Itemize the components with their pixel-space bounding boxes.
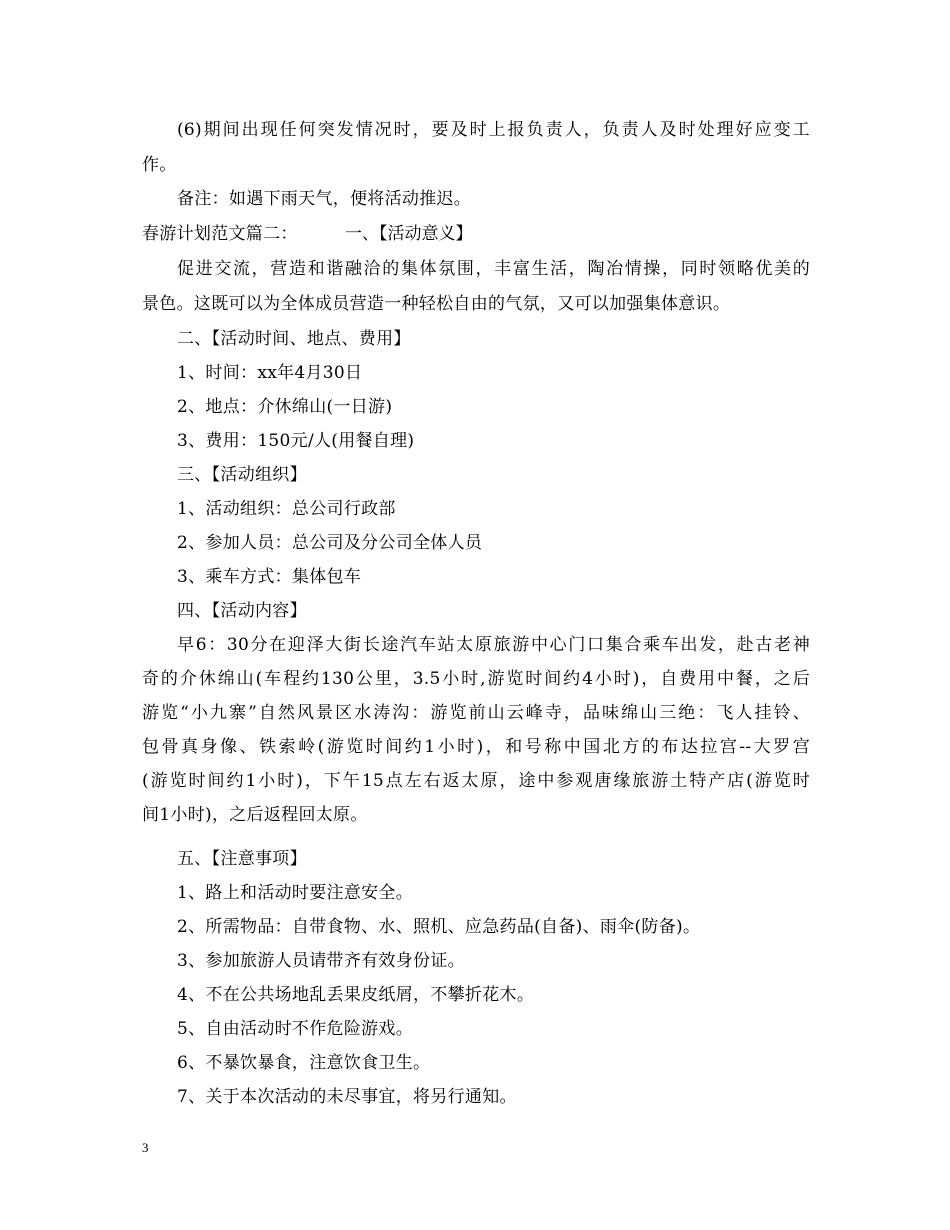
list-item: 7、关于本次活动的未尽事宜，将另行通知。 <box>177 1087 517 1107</box>
paragraph-line: 早6：30分在迎泽大街长途汽车站太原旅游中心门口集合乘车出发，赴古老神 <box>177 635 810 655</box>
list-item: 6、不暴饮暴食，注意饮食卫生。 <box>177 1053 431 1073</box>
list-item: 3、乘车方式：集体包车 <box>177 567 362 587</box>
list-item: 5、自由活动时不作危险游戏。 <box>177 1019 414 1039</box>
page-number: 3 <box>142 1140 149 1155</box>
paragraph-line: 作。 <box>142 155 177 175</box>
paragraph-line: 景色。这既可以为全体成员营造一种轻松自由的气氛，又可以加强集体意识。 <box>142 294 731 314</box>
paragraph-line: 游览“小九寨”自然风景区水涛沟：游览前山云峰寺，品味绵山三绝：飞人挂铃、 <box>142 703 810 723</box>
list-item: 2、地点：介休绵山(一日游) <box>177 397 393 417</box>
note-line: 备注：如遇下雨天气，便将活动推迟。 <box>177 189 472 209</box>
section-title: 春游计划范文篇二： <box>142 224 298 244</box>
list-item: 1、活动组织：总公司行政部 <box>177 499 396 519</box>
list-item: 2、参加人员：总公司及分公司全体人员 <box>177 533 483 553</box>
paragraph-line: (游览时间约1小时)，下午15点左右返太原，途中参观唐缘旅游土特产店(游览时 <box>142 771 810 791</box>
paragraph-line: 促进交流，营造和谐融洽的集体氛围，丰富生活，陶冶情操，同时领略优美的 <box>177 259 810 279</box>
paragraph-line: (6)期间出现任何突发情况时，要及时上报负责人，负责人及时处理好应变工 <box>177 120 810 140</box>
paragraph-line: 间1小时)，之后返程回太原。 <box>142 805 368 825</box>
paragraph-line: 包骨真身像、铁索岭(游览时间约1小时)，和号称中国北方的布达拉宫--大罗宫 <box>142 737 810 757</box>
heading-time-place-cost: 二、【活动时间、地点、费用】 <box>177 329 411 349</box>
list-item: 1、路上和活动时要注意安全。 <box>177 883 414 903</box>
list-item: 1、时间：xx年4月30日 <box>177 363 363 383</box>
heading-activity-content: 四、【活动内容】 <box>177 601 307 621</box>
list-item: 2、所需物品：自带食物、水、照机、应急药品(自备)、雨伞(防备)。 <box>177 917 701 937</box>
paragraph-line: 奇的介休绵山(车程约130公里，3.5小时,游览时间约4小时)，自费用中餐，之后 <box>142 669 810 689</box>
heading-organization: 三、【活动组织】 <box>177 465 307 485</box>
list-item: 3、费用：150元/人(用餐自理) <box>177 431 415 451</box>
heading-notes: 五、【注意事项】 <box>177 849 307 869</box>
list-item: 3、参加旅游人员请带齐有效身份证。 <box>177 951 465 971</box>
list-item: 4、不在公共场地乱丢果皮纸屑，不攀折花木。 <box>177 985 535 1005</box>
heading-activity-meaning: 一、【活动意义】 <box>345 224 473 244</box>
